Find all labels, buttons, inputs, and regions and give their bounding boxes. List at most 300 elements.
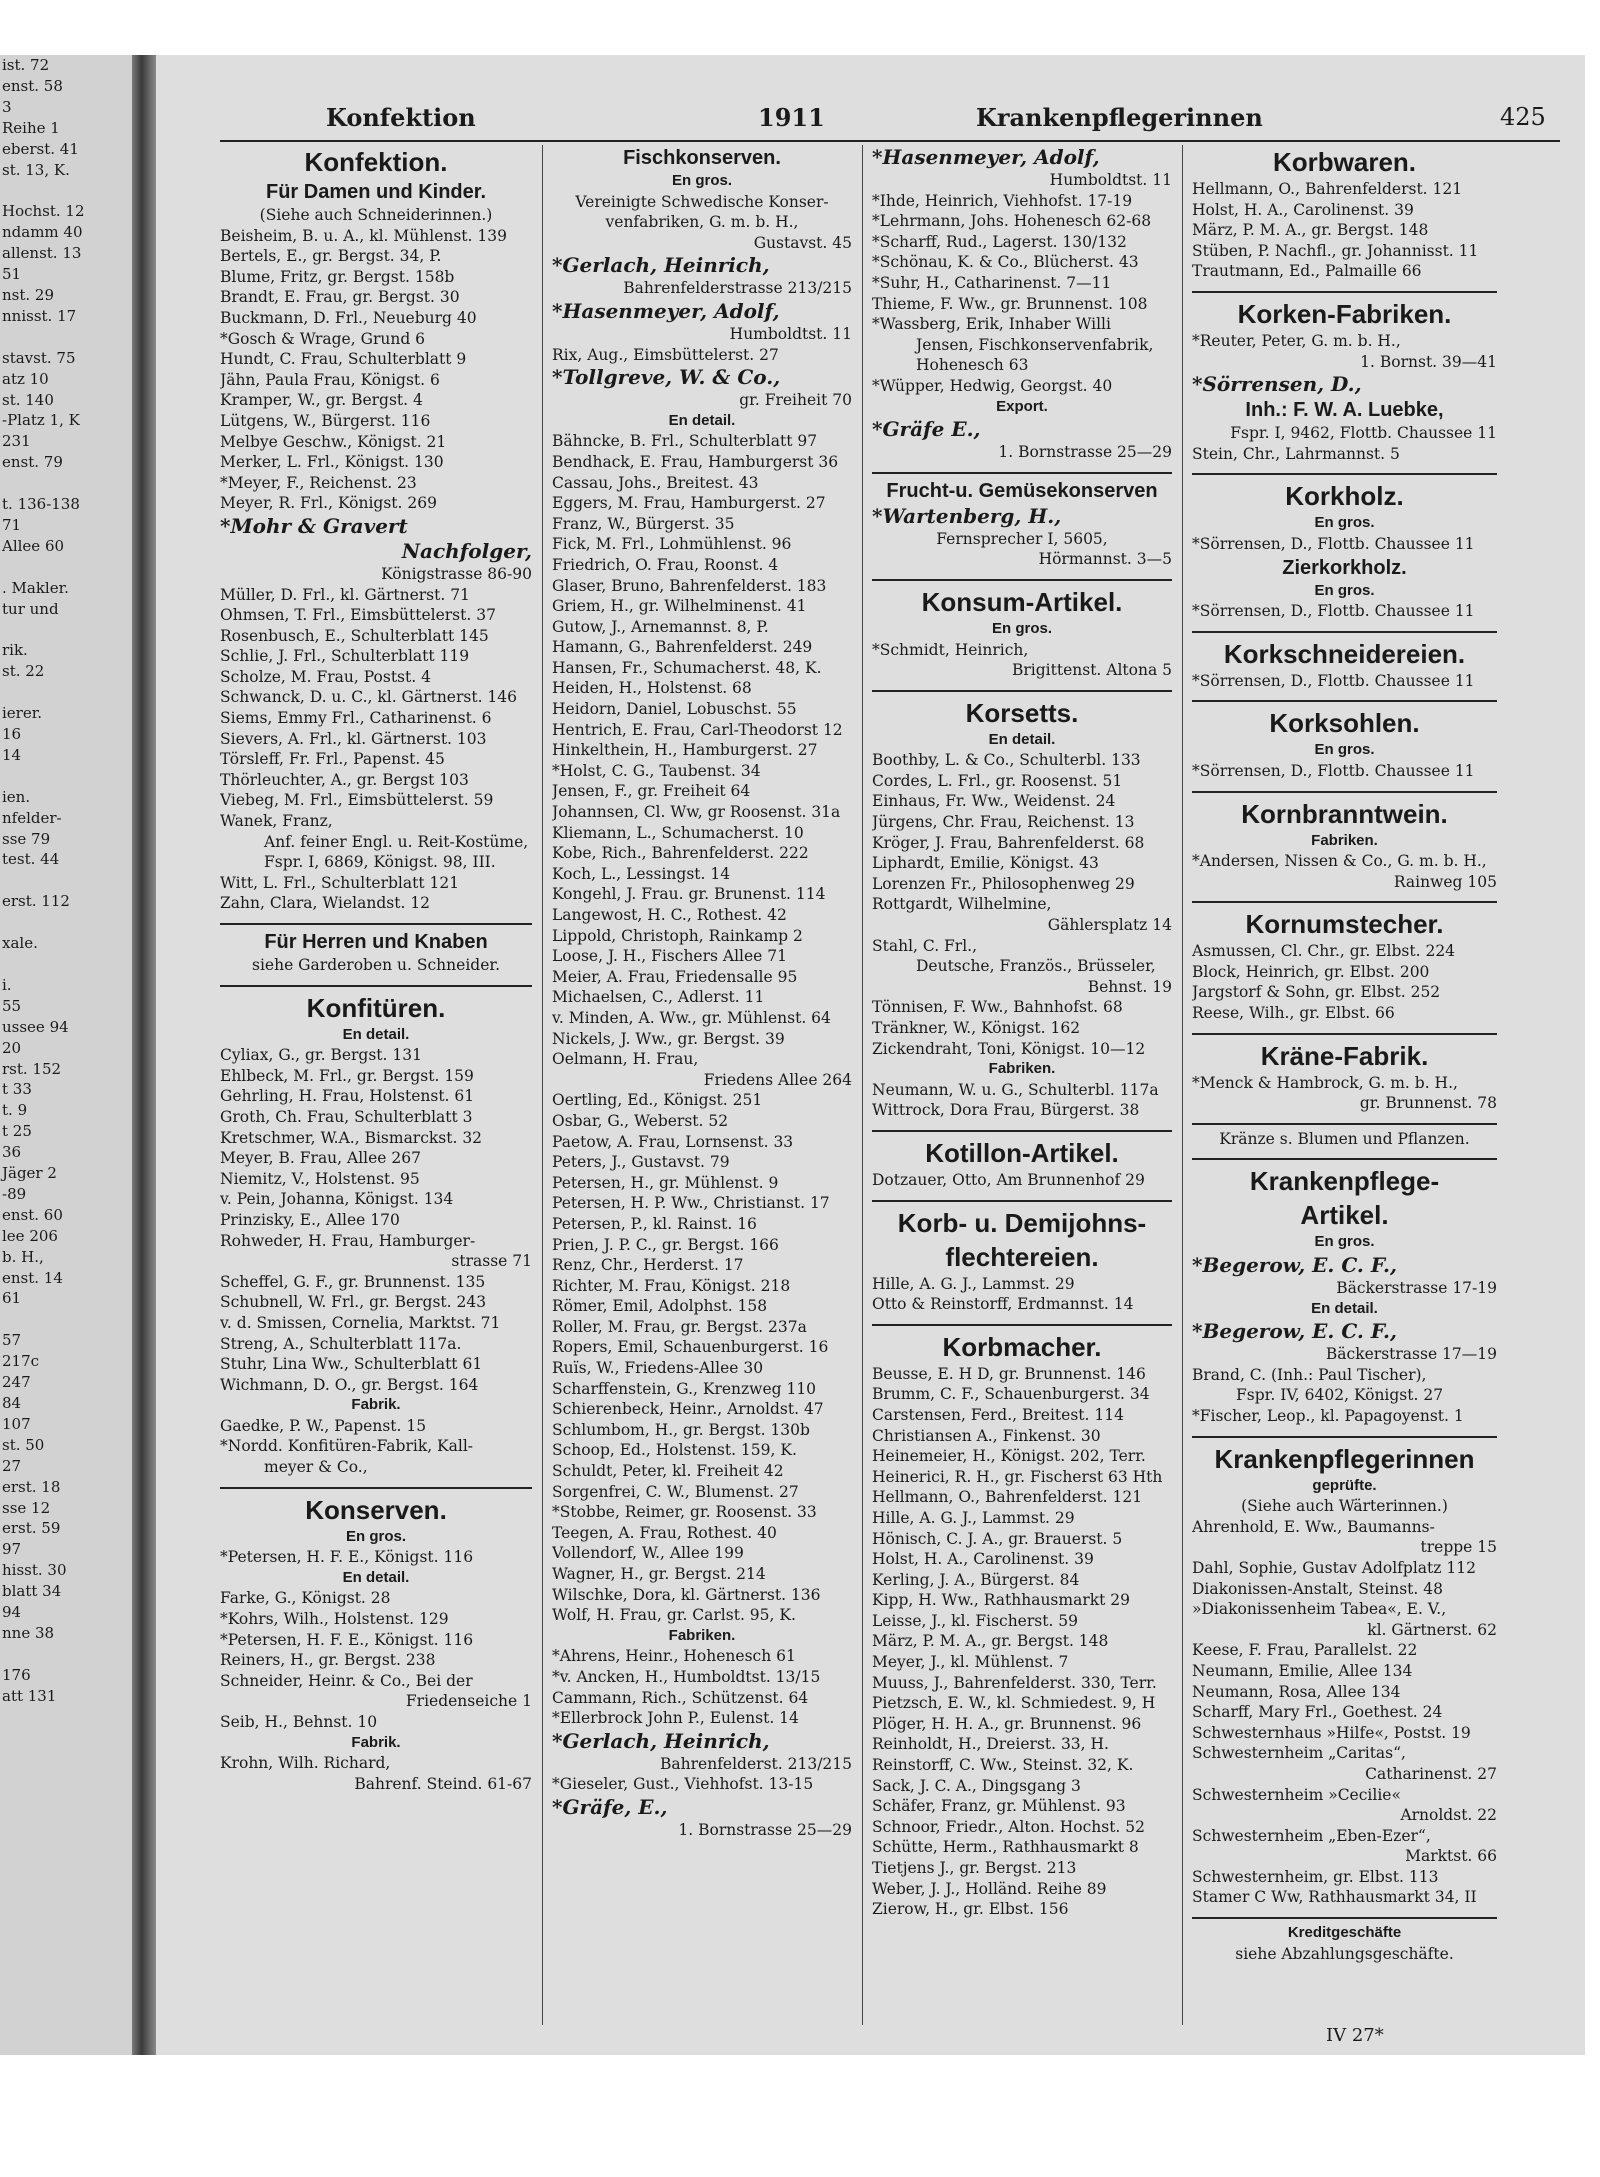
left-page-line [0, 557, 132, 578]
left-page-line: 16 [2, 725, 22, 743]
entry-line: Brigittenst. Altona 5 [1011, 661, 1172, 680]
entry-line: Merker, L. Frl., Königst. 130 [220, 453, 444, 472]
entry-line: Schierenbeck, Heinr., Arnoldst. 47 [552, 1400, 824, 1419]
entry-line: Brumm, C. F., Schauenburgerst. 34 [872, 1385, 1150, 1404]
featured-entry: *Hasenmeyer, Adolf, [872, 145, 1100, 169]
entry-line: Stein, Chr., Lahrmannst. 5 [1192, 444, 1400, 463]
category-label: geprüfte. [1312, 1476, 1377, 1494]
section-heading: Krankenpflegerinnen [1214, 1443, 1475, 1474]
entry-line: Friedenseiche 1 [405, 1692, 532, 1711]
left-page-line: st. 50 [2, 1435, 45, 1454]
entry-line: Hörmannst. 3—5 [1038, 550, 1172, 569]
entry-line: strasse 71 [451, 1252, 532, 1271]
entry-line: Cordes, L. Frl., gr. Roosenst. 51 [872, 771, 1123, 790]
category-label: En gros. [671, 172, 732, 189]
left-page-line [0, 912, 132, 933]
entry-line: Keese, F. Frau, Parallelst. 22 [1192, 1641, 1418, 1660]
entry-line: Richter, M. Frau, Königst. 218 [552, 1276, 791, 1295]
entry-line: Jensen, Fischkonservenfabrik, [916, 335, 1154, 354]
section-heading: Konserven. [305, 1494, 447, 1525]
section-heading: Korken-Fabriken. [1237, 298, 1452, 329]
entry-line: Rainweg 105 [1393, 872, 1497, 891]
entry-line: Liphardt, Emilie, Königst. 43 [872, 854, 1099, 873]
entry-line: Krohn, Wilh. Richard, [220, 1754, 391, 1773]
left-page-line: nfelder- [2, 808, 62, 827]
entry-line: *Wüpper, Hedwig, Georgst. 40 [872, 376, 1113, 395]
subsection-heading: Für Herren und Knaben [264, 931, 488, 953]
entry-line: Schuldt, Peter, kl. Freiheit 42 [552, 1462, 784, 1481]
subsection-heading: Fischkonserven. [623, 147, 781, 169]
entry-line: Vereinigte Schwedische Konser- [575, 192, 829, 211]
entry-line: *Sörrensen, D., Flottb. Chaussee 11 [1192, 671, 1475, 690]
entry-line: *v. Ancken, H., Humboldtst. 13/15 [552, 1667, 821, 1686]
section-rule [220, 976, 532, 987]
left-page-line: . Makler. [2, 578, 69, 597]
entry-line: Rosenbusch, E., Schulterblatt 145 [220, 626, 489, 645]
entry-line: Cyliax, G., gr. Bergst. 131 [220, 1046, 422, 1065]
entry-line: Seib, H., Behnst. 10 [220, 1713, 378, 1731]
entry-line: v. Pein, Johanna, Königst. 134 [220, 1190, 454, 1209]
entry-line: Gehrling, H. Frau, Holstenst. 61 [220, 1087, 475, 1106]
entry-line: Schoop, Ed., Holstenst. 159, K. [552, 1441, 797, 1460]
header-year: 1911 [758, 103, 825, 132]
left-page-line [0, 1644, 132, 1665]
entry-line: Bendhack, E. Frau, Hamburgerst 36 [552, 452, 839, 471]
entry-line: Hentrich, E. Frau, Carl-Theodorst 12 [552, 720, 843, 739]
section-rule [1192, 1427, 1497, 1438]
entry-line: Tietjens J., gr. Bergst. 213 [872, 1859, 1077, 1877]
section-rule [1192, 282, 1497, 293]
entry-line: Asmussen, Cl. Chr., gr. Elbst. 224 [1192, 942, 1456, 961]
running-header [220, 103, 1560, 137]
left-page-line: 14 [2, 745, 22, 764]
entry-line: kl. Gärtnerst. 62 [1367, 1620, 1497, 1639]
featured-entry: *Begerow, E. C. F., [1192, 1319, 1397, 1344]
left-page-line: 107 [2, 1414, 31, 1433]
entry-line: Schwesternheim »Cecilie« [1192, 1785, 1401, 1804]
section-rule [1192, 1114, 1497, 1125]
entry-line: März, P. M. A., gr. Bergst. 148 [1192, 221, 1429, 240]
entry-line: Plöger, H. H. A., gr. Brunnenst. 96 [872, 1714, 1142, 1733]
entry-line: Hellmann, O., Bahrenfelderst. 121 [1192, 180, 1463, 198]
entry-line: Oelmann, H. Frau, [552, 1050, 699, 1069]
entry-line: Hohenesch 63 [916, 356, 1029, 375]
section-rule [1192, 691, 1497, 702]
left-page-line: erst. 18 [2, 1477, 61, 1496]
entry-line: Petersen, H., gr. Mühlenst. 9 [552, 1173, 779, 1192]
entry-line: Viebeg, M. Frl., Eimsbüttelerst. 59 [220, 791, 494, 810]
entry-line: Neumann, Rosa, Allee 134 [1192, 1682, 1401, 1701]
left-page-line: i. [2, 975, 12, 994]
left-page-line: 61 [2, 1289, 22, 1308]
left-page-line: 231 [2, 432, 31, 451]
entry-line: Jensen, F., gr. Freiheit 64 [552, 782, 751, 801]
entry-line: Scholze, M. Frau, Postst. 4 [220, 667, 431, 686]
entry-line: Meyer, J., kl. Mühlenst. 7 [872, 1653, 1069, 1672]
column-1 [220, 145, 532, 2025]
entry-line: Schwanck, D. u. C., kl. Gärtnerst. 146 [220, 688, 518, 707]
left-page-line: 176 [2, 1665, 31, 1684]
left-page-line: enst. 14 [2, 1268, 63, 1287]
left-page-line: nst. 29 [2, 285, 55, 304]
entry-line: Heinemeier, H., Königst. 202, Terr. [872, 1447, 1146, 1466]
entry-line: *Holst, C. G., Taubenst. 34 [552, 761, 761, 780]
entry-line: Fick, M. Frl., Lohmühlenst. 96 [552, 535, 792, 554]
entry-line: Schäfer, Franz, gr. Mühlenst. 93 [872, 1797, 1126, 1816]
entry-line: *Suhr, H., Catharinenst. 7—11 [872, 273, 1112, 292]
section-heading: Kotillon-Artikel. [925, 1137, 1119, 1168]
entry-line: Rohweder, H. Frau, Hamburger- [220, 1231, 476, 1250]
entry-line: Hinkelthein, H., Hamburgerst. 27 [552, 741, 818, 760]
entry-line: Lorenzen Fr., Philosophenweg 29 [872, 874, 1135, 893]
entry-line: Schlie, J. Frl., Schulterblatt 119 [220, 647, 470, 666]
left-page-line: 20 [2, 1038, 22, 1057]
entry-line: Otto & Reinstorff, Erdmannst. 14 [872, 1295, 1134, 1314]
featured-entry: *Gerlach, Heinrich, [552, 253, 770, 278]
left-page-line: 57 [2, 1331, 22, 1350]
entry-line: Gählersplatz 14 [1047, 916, 1172, 935]
entry-line: Rix, Aug., Eimsbüttelerst. 27 [552, 345, 779, 364]
entry-line: Scharff, Mary Frl., Goethest. 24 [1192, 1703, 1443, 1722]
entry-line: »Diakonissenheim Tabea«, E. V., [1192, 1600, 1447, 1619]
entry-line: Wolf, H. Frau, gr. Carlst. 95, K. [552, 1606, 796, 1625]
entry-line: gr. Freiheit 70 [739, 391, 852, 410]
left-page-line: blatt 34 [2, 1582, 62, 1601]
left-page-line: allenst. 13 [2, 244, 82, 263]
entry-line: Langewost, H. C., Rothest. 42 [552, 906, 787, 924]
entry-line: Holst, H. A., Carolinenst. 39 [872, 1550, 1094, 1569]
entry-line: Prien, J. P. C., gr. Bergst. 166 [552, 1235, 779, 1254]
entry-line: Groth, Ch. Frau, Schulterblatt 3 [220, 1107, 473, 1126]
entry-line: Melbye Geschw., Königst. 21 [220, 432, 447, 451]
entry-line: Humboldtst. 11 [729, 324, 852, 343]
entry-line: Lippold, Christoph, Rainkamp 2 [552, 926, 803, 945]
left-page-line: enst. 79 [2, 453, 63, 472]
left-page-line: -Platz 1, K [2, 411, 80, 430]
left-page-line: 51 [2, 265, 22, 284]
entry-line: (Siehe auch Schneiderinnen.) [259, 206, 493, 224]
entry-line: Bahrenf. Steind. 61-67 [354, 1774, 532, 1793]
section-rule [1192, 782, 1497, 793]
header-left: Konfektion [326, 103, 476, 132]
left-page-line: 97 [2, 1540, 22, 1559]
page-number: 425 [1500, 103, 1546, 131]
entry-line: *Sörrensen, D., Flottb. Chaussee 11 [1192, 602, 1475, 621]
entry-line: *Meyer, F., Reichenst. 23 [220, 473, 417, 492]
entry-line: Stüben, P. Nachfl., gr. Johannisst. 11 [1192, 241, 1479, 260]
book-gutter [132, 55, 156, 2055]
entry-line: Sorgenfrei, C. W., Blumenst. 27 [552, 1482, 799, 1501]
entry-line: *Schmidt, Heinrich, [872, 640, 1029, 659]
section-heading: Korbmacher. [942, 1331, 1102, 1362]
entry-line: Rottgardt, Wilhelmine, [872, 895, 1052, 914]
subsection-heading: Inh.: F. W. A. Luebke, [1245, 399, 1444, 422]
entry-line: Wittrock, Dora Frau, Bürgerst. 38 [872, 1101, 1140, 1120]
section-rule [1192, 1149, 1497, 1160]
entry-line: Christiansen A., Finkenst. 30 [872, 1426, 1101, 1445]
subsection-heading: Zierkorkholz. [1282, 556, 1407, 579]
entry-line: Diakonissen-Anstalt, Steinst. 48 [1192, 1579, 1443, 1598]
left-page-line: hisst. 30 [2, 1561, 67, 1580]
left-page-line: 36 [2, 1143, 22, 1162]
entry-line: Deutsche, Französ., Brüsseler, [916, 957, 1156, 976]
entry-line: Reinstorff, C. Ww., Steinst. 32, K. [872, 1756, 1134, 1775]
directory-page [156, 55, 1585, 2055]
section-heading: Konfektion. [304, 147, 448, 177]
left-page-line: enst. 58 [2, 76, 63, 95]
left-page-line [0, 327, 132, 348]
entry-line: Fernsprecher I, 5605, [936, 529, 1108, 548]
entry-line: Jargstorf & Sohn, gr. Elbst. 252 [1192, 983, 1441, 1002]
section-rule [1192, 1908, 1497, 1919]
entry-line: Heidorn, Daniel, Lobuschst. 55 [552, 700, 797, 719]
featured-entry: *Tollgreve, W. & Co., [552, 365, 781, 390]
section-heading: Korb- u. Demijohns- [897, 1207, 1147, 1238]
section-heading: Konsum-Artikel. [921, 586, 1123, 617]
section-heading: Kräne-Fabrik. [1260, 1040, 1429, 1071]
category-label: Fabrik. [351, 1396, 401, 1414]
entry-line: *Fischer, Leop., kl. Papagoyenst. 1 [1192, 1407, 1464, 1425]
entry-line: *Petersen, H. F. E., Königst. 116 [220, 1548, 474, 1567]
left-page-line: Reihe 1 [2, 118, 60, 137]
column-2 [552, 145, 852, 2025]
entry-line: Bahrenfelderstrasse 213/215 [623, 279, 852, 298]
entry-line: Paetow, A. Frau, Lornsenst. 33 [552, 1132, 794, 1151]
entry-line: Wagner, H., gr. Bergst. 214 [552, 1565, 766, 1583]
left-page-line: sse 79 [2, 829, 51, 848]
left-page-line: sse 12 [2, 1498, 51, 1517]
entry-line: Ahrenhold, E. Ww., Baumanns- [1192, 1517, 1435, 1536]
section-rule [872, 1121, 1172, 1132]
entry-line: Johannsen, Cl. Ww, gr Roosenst. 31a [552, 803, 841, 822]
left-page-line: att 131 [2, 1686, 57, 1705]
left-page-line: t. 9 [2, 1101, 28, 1120]
entry-line: Neumann, W. u. G., Schulterbl. 117a [872, 1080, 1159, 1099]
entry-line: Bäckerstrasse 17—19 [1325, 1345, 1497, 1364]
section-heading: flechtereien. [945, 1241, 1099, 1272]
left-page-line: Allee 60 [2, 536, 65, 555]
entry-line: Siems, Emmy Frl., Catharinenst. 6 [220, 709, 492, 728]
section-heading: Kornumstecher. [1245, 909, 1444, 940]
entry-line: meyer & Co., [264, 1458, 368, 1477]
featured-entry: *Gräfe, E., [552, 1794, 668, 1819]
entry-line: Fspr. IV, 6402, Königst. 27 [1236, 1386, 1444, 1405]
category-label: En gros. [991, 619, 1052, 637]
entry-line: Königstrasse 86-90 [381, 564, 532, 583]
entry-line: Vollendorf, W., Allee 199 [552, 1544, 744, 1563]
entry-line: Bertels, E., gr. Bergst. 34, P. [220, 247, 442, 266]
entry-line: *Scharff, Rud., Lagerst. 130/132 [872, 232, 1127, 251]
category-label: En gros. [1314, 1233, 1375, 1251]
entry-line: Hansen, Fr., Schumacherst. 48, K. [552, 658, 822, 677]
entry-line: Römer, Emil, Adolphst. 158 [552, 1297, 768, 1316]
entry-line: Nickels, J. Ww., gr. Bergst. 39 [552, 1029, 785, 1048]
left-page-line: st. 22 [2, 662, 45, 681]
entry-line: Niemitz, V., Holstenst. 95 [220, 1169, 420, 1188]
left-page-line: -89 [2, 1184, 27, 1203]
left-page-line: ussee 94 [2, 1017, 69, 1036]
entry-line: 1. Bornst. 39—41 [1360, 352, 1497, 371]
section-rule [1192, 892, 1497, 903]
entry-line: Heinerici, R. H., gr. Fischerst 63 Hth [872, 1467, 1163, 1486]
left-page-line: 94 [2, 1603, 22, 1622]
entry-line: Muuss, J., Bahrenfelderst. 330, Terr. [872, 1673, 1157, 1692]
featured-entry: *Begerow, E. C. F., [1192, 1253, 1397, 1278]
entry-line: Zierow, H., gr. Elbst. 156 [872, 1900, 1069, 1919]
entry-line: Dahl, Sophie, Gustav Adolfplatz 112 [1192, 1558, 1476, 1577]
entry-line: Petersen, H. P. Ww., Christianst. 17 [552, 1194, 830, 1213]
entry-line: *Reuter, Peter, G. m. b. H., [1192, 331, 1401, 350]
column-4 [1192, 145, 1497, 2025]
left-page-line [0, 619, 132, 640]
left-page-line: t 33 [2, 1080, 32, 1099]
entry-line: *Sörrensen, D., Flottb. Chaussee 11 [1192, 761, 1475, 780]
entry-line: Wanek, Franz, [220, 812, 333, 831]
section-rule [872, 681, 1172, 692]
featured-entry: *Gräfe E., [872, 417, 981, 442]
section-rule [872, 1191, 1172, 1202]
section-rule [1192, 464, 1497, 475]
entry-line: Trautmann, Ed., Palmaille 66 [1192, 262, 1422, 281]
entry-line: Reiners, H., gr. Bergst. 238 [220, 1651, 436, 1670]
entry-line: Sack, J. C. A., Dingsgang 3 [872, 1776, 1081, 1795]
entry-line: Renz, Chr., Herderst. 17 [552, 1256, 744, 1275]
entry-line: *Menck & Hambrock, G. m. b. H., [1192, 1073, 1458, 1092]
left-page-line: Hochst. 12 [2, 202, 85, 221]
entry-line: *Ihde, Heinrich, Viehhofst. 17-19 [872, 191, 1133, 210]
entry-line: März, P. M. A., gr. Bergst. 148 [872, 1632, 1109, 1651]
left-page-line [0, 682, 132, 703]
entry-line: Fspr. I, 6869, Königst. 98, III. [264, 853, 496, 872]
entry-line: Sievers, A. Frl., kl. Gärtnerst. 103 [220, 729, 487, 748]
left-page-line: t. 136-138 [2, 495, 80, 514]
left-page-line: ndamm 40 [2, 223, 83, 242]
entry-line: Meyer, R. Frl., Königst. 269 [220, 494, 437, 513]
entry-line: Fspr. I, 9462, Flottb. Chaussee 11 [1230, 424, 1497, 443]
left-page-line: xale. [2, 934, 38, 953]
entry-line: Friedens Allee 264 [703, 1070, 852, 1089]
entry-line: Scheffel, G. F., gr. Brunnenst. 135 [220, 1272, 486, 1291]
entry-line: Beusse, E. H D, gr. Brunnenst. 146 [872, 1364, 1146, 1383]
entry-line: treppe 15 [1420, 1538, 1497, 1557]
entry-line: Kramper, W., gr. Bergst. 4 [220, 391, 423, 410]
entry-line: Ohmsen, T. Frl., Eimsbüttelerst. 37 [220, 606, 496, 625]
entry-line: Osbar, G., Weberst. 52 [552, 1111, 729, 1130]
entry-line: Streng, A., Schulterblatt 117a. [220, 1334, 462, 1353]
left-page-line: rik. [2, 641, 28, 660]
category-label: Fabriken. [1311, 831, 1378, 849]
left-page-line: 247 [2, 1373, 31, 1392]
entry-line: Lütgens, W., Bürgerst. 116 [220, 411, 431, 430]
entry-line: Holst, H. A., Carolinenst. 39 [1192, 200, 1414, 219]
left-page-line: b. H., [2, 1247, 44, 1266]
entry-line: Kretschmer, W.A., Bismarckst. 32 [220, 1128, 483, 1147]
entry-line: *Gieseler, Gust., Viehhofst. 13-15 [552, 1775, 814, 1794]
left-page-line: tur und [2, 599, 59, 618]
category-label: En detail. [342, 1025, 410, 1043]
entry-line: v. d. Smissen, Cornelia, Marktst. 71 [220, 1313, 501, 1332]
entry-line: *Wassberg, Erik, Inhaber Willi [872, 315, 1111, 334]
entry-line: Franz, W., Bürgerst. 35 [552, 514, 735, 533]
section-heading: Konfitüren. [306, 992, 446, 1023]
entry-line: *Stobbe, Reimer, gr. Roosenst. 33 [552, 1503, 817, 1522]
left-page-line: 217c [2, 1352, 40, 1371]
left-page-line [0, 473, 132, 494]
category-label: En detail. [342, 1568, 410, 1586]
section-heading: Kornbranntwein. [1241, 798, 1448, 829]
entry-line: Schnoor, Friedr., Alton. Hochst. 52 [872, 1817, 1146, 1836]
footer-mark: IV 27* [1326, 2025, 1384, 2046]
entry-line: Meier, A. Frau, Friedensalle 95 [552, 967, 798, 986]
left-page-line [0, 870, 132, 891]
entry-line: Kongehl, J. Frau. gr. Brunenst. 114 [552, 885, 826, 904]
left-page-line: eberst. 41 [2, 139, 79, 158]
entry-line: Neumann, Emilie, Allee 134 [1192, 1661, 1413, 1680]
left-page-line [0, 954, 132, 975]
section-rule [220, 1478, 532, 1489]
section-heading: Korsetts. [965, 697, 1079, 728]
category-label: Export. [996, 397, 1048, 415]
left-page-line: erst. 59 [2, 1519, 61, 1538]
entry-line: Schwesternheim „Caritas“, [1192, 1744, 1406, 1763]
entry-line: Kröger, J. Frau, Bahrenfelderst. 68 [872, 833, 1145, 852]
featured-entry: *Hasenmeyer, Adolf, [552, 298, 780, 323]
category-label: Fabriken. [668, 1626, 736, 1644]
entry-line: Schlumbom, H., gr. Bergst. 130b [552, 1420, 810, 1439]
entry-line: Cammann, Rich., Schützenst. 64 [552, 1688, 809, 1707]
entry-line: Ropers, Emil, Schauenburgerst. 16 [552, 1338, 829, 1357]
section-heading: Korbwaren. [1272, 147, 1417, 177]
column-divider [542, 145, 543, 2025]
left-page-line [0, 1309, 132, 1330]
entry-line: Schütte, Herm., Rathhausmarkt 8 [872, 1838, 1139, 1857]
category-label: Fabriken. [988, 1060, 1056, 1078]
entry-line: Ehlbeck, M. Frl., gr. Bergst. 159 [220, 1066, 474, 1085]
left-page-line: ierer. [2, 704, 43, 723]
entry-line: *Ahrens, Heinr., Hohenesch 61 [552, 1647, 796, 1666]
entry-line: siehe Abzahlungsgeschäfte. [1235, 1944, 1454, 1963]
entry-line: Hamann, G., Bahrenfelderst. 249 [552, 638, 813, 657]
entry-line: Koch, L., Lessingst. 14 [552, 864, 731, 883]
entry-line: Zickendraht, Toni, Königst. 10—12 [872, 1039, 1146, 1058]
entry-line: Wilschke, Dora, kl. Gärtnerst. 136 [552, 1585, 821, 1604]
entry-line: Stuhr, Lina Ww., Schulterblatt 61 [220, 1355, 483, 1374]
entry-line: Marktst. 66 [1405, 1847, 1497, 1866]
left-page-line [0, 180, 132, 201]
category-label: En gros. [345, 1527, 406, 1545]
entry-line: Stamer C Ww, Rathhausmarkt 34, II [1192, 1888, 1477, 1907]
section-rule [872, 570, 1172, 581]
entry-line: Bähncke, B. Frl., Schulterblatt 97 [552, 432, 818, 451]
header-rule [220, 140, 1560, 142]
featured-entry: Nachfolger, [401, 538, 532, 563]
section-rule [1192, 1024, 1497, 1035]
entry-line: v. Minden, A. Ww., gr. Mühlenst. 64 [552, 1008, 831, 1027]
entry-line: *Ellerbrock John P., Eulenst. 14 [552, 1709, 799, 1728]
entry-line: Gaedke, P. W., Papenst. 15 [220, 1416, 427, 1435]
section-heading: Artikel. [1300, 1200, 1389, 1231]
entry-line: siehe Garderoben u. Schneider. [252, 956, 500, 974]
left-page-line: 55 [2, 996, 22, 1015]
category-label: En gros. [1314, 514, 1375, 532]
featured-entry: *Mohr & Gravert [220, 513, 408, 538]
entry-line: Loose, J. H., Fischers Allee 71 [552, 947, 787, 966]
entry-line: Michaelsen, C., Adlerst. 11 [552, 988, 765, 1007]
entry-line: Reinholdt, H., Dreierst. 33, H. [872, 1735, 1109, 1754]
entry-line: Tönnisen, F. Ww., Bahnhofst. 68 [872, 998, 1123, 1017]
entry-line: Schubnell, W. Frl., gr. Bergst. 243 [220, 1293, 487, 1312]
left-page-line: test. 44 [2, 850, 60, 869]
